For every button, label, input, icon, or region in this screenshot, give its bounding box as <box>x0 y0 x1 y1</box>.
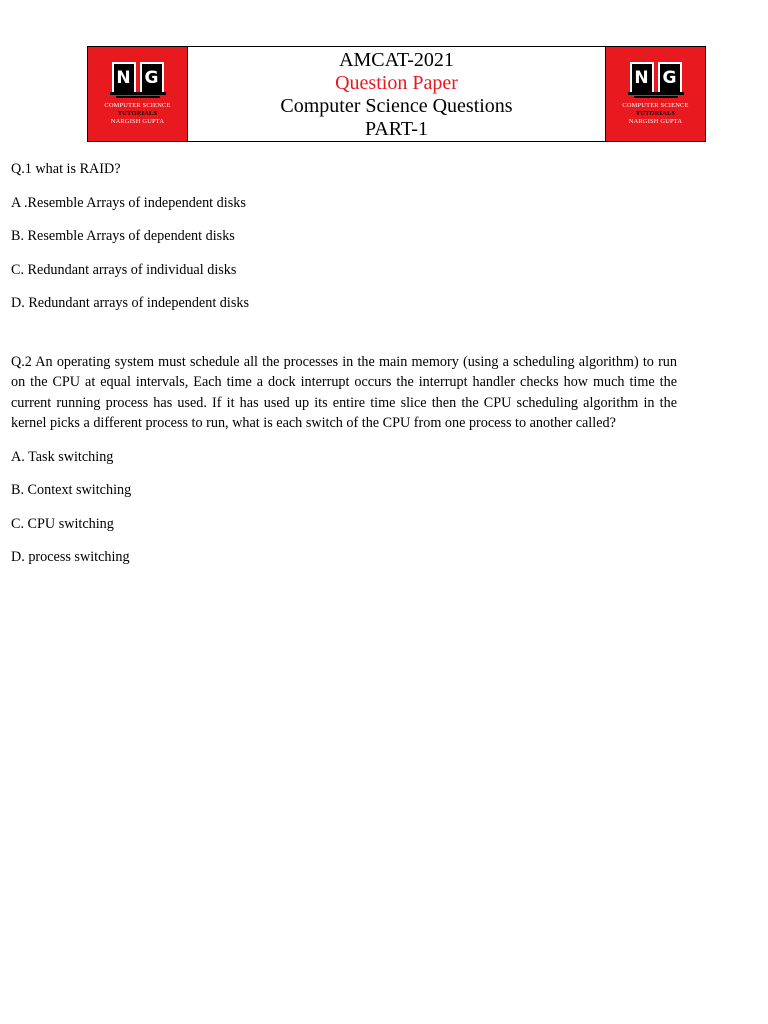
question-2-text: Q.2 An operating system must schedule all the processes in the main memory (using a scheduling algorithm) to run on the CPU at equal intervals, Each time a dock interrupt occurs the interrupt handler checks how much time the current running process has used. If it has used up its entire time slice then the CPU scheduling algorithm in the kernel picks a different process to run, what is each switch of the CPU from one process to another called? <box>11 353 677 431</box>
question-1-option-b: B. Resemble Arrays of dependent disks <box>11 228 235 244</box>
exam-topic: Computer Science Questions <box>280 94 513 117</box>
ng-logo-right <box>605 47 705 141</box>
logo-book-line <box>628 92 684 95</box>
question-1-option-c: C. Redundant arrays of individual disks <box>11 261 237 278</box>
logo-line-2: TUTORIALS <box>117 110 158 117</box>
exam-part: PART-1 <box>365 117 428 140</box>
logo-book-base <box>634 96 678 98</box>
ng-logo-left <box>88 47 188 141</box>
exam-subtitle: Question Paper <box>335 71 458 94</box>
exam-title: AMCAT-2021 <box>339 48 454 71</box>
question-1-option-d: D. Redundant arrays of independent disks <box>11 295 249 311</box>
logo-letter-g: G <box>140 62 164 94</box>
question-2-option-d: D. process switching <box>11 549 130 565</box>
question-2-option-c: C. CPU switching <box>11 515 114 532</box>
logo-line-3: NARGISH GUPTA <box>628 118 683 125</box>
logo-book-line <box>110 92 166 95</box>
logo-line-1: COMPUTER SCIENCE <box>622 102 689 109</box>
logo-letter-n: N <box>112 62 136 94</box>
question-2-option-a: A. Task switching <box>11 448 114 465</box>
question-1-option-a: A .Resemble Arrays of independent disks <box>11 194 246 211</box>
document-header <box>87 46 706 142</box>
logo-line-3: NARGISH GUPTA <box>110 118 165 125</box>
logo-mark <box>630 59 682 99</box>
logo-letter-g: G <box>658 62 682 94</box>
question-2-option-b: B. Context switching <box>11 482 132 498</box>
logo-letter-n: N <box>630 62 654 94</box>
header-titles <box>188 47 605 141</box>
logo-line-1: COMPUTER SCIENCE <box>104 102 171 109</box>
question-list <box>11 159 677 581</box>
logo-mark <box>112 59 164 99</box>
logo-book-base <box>116 96 160 98</box>
question-1-text: Q.1 what is RAID? <box>11 161 121 177</box>
logo-line-2: TUTORIALS <box>635 110 676 117</box>
